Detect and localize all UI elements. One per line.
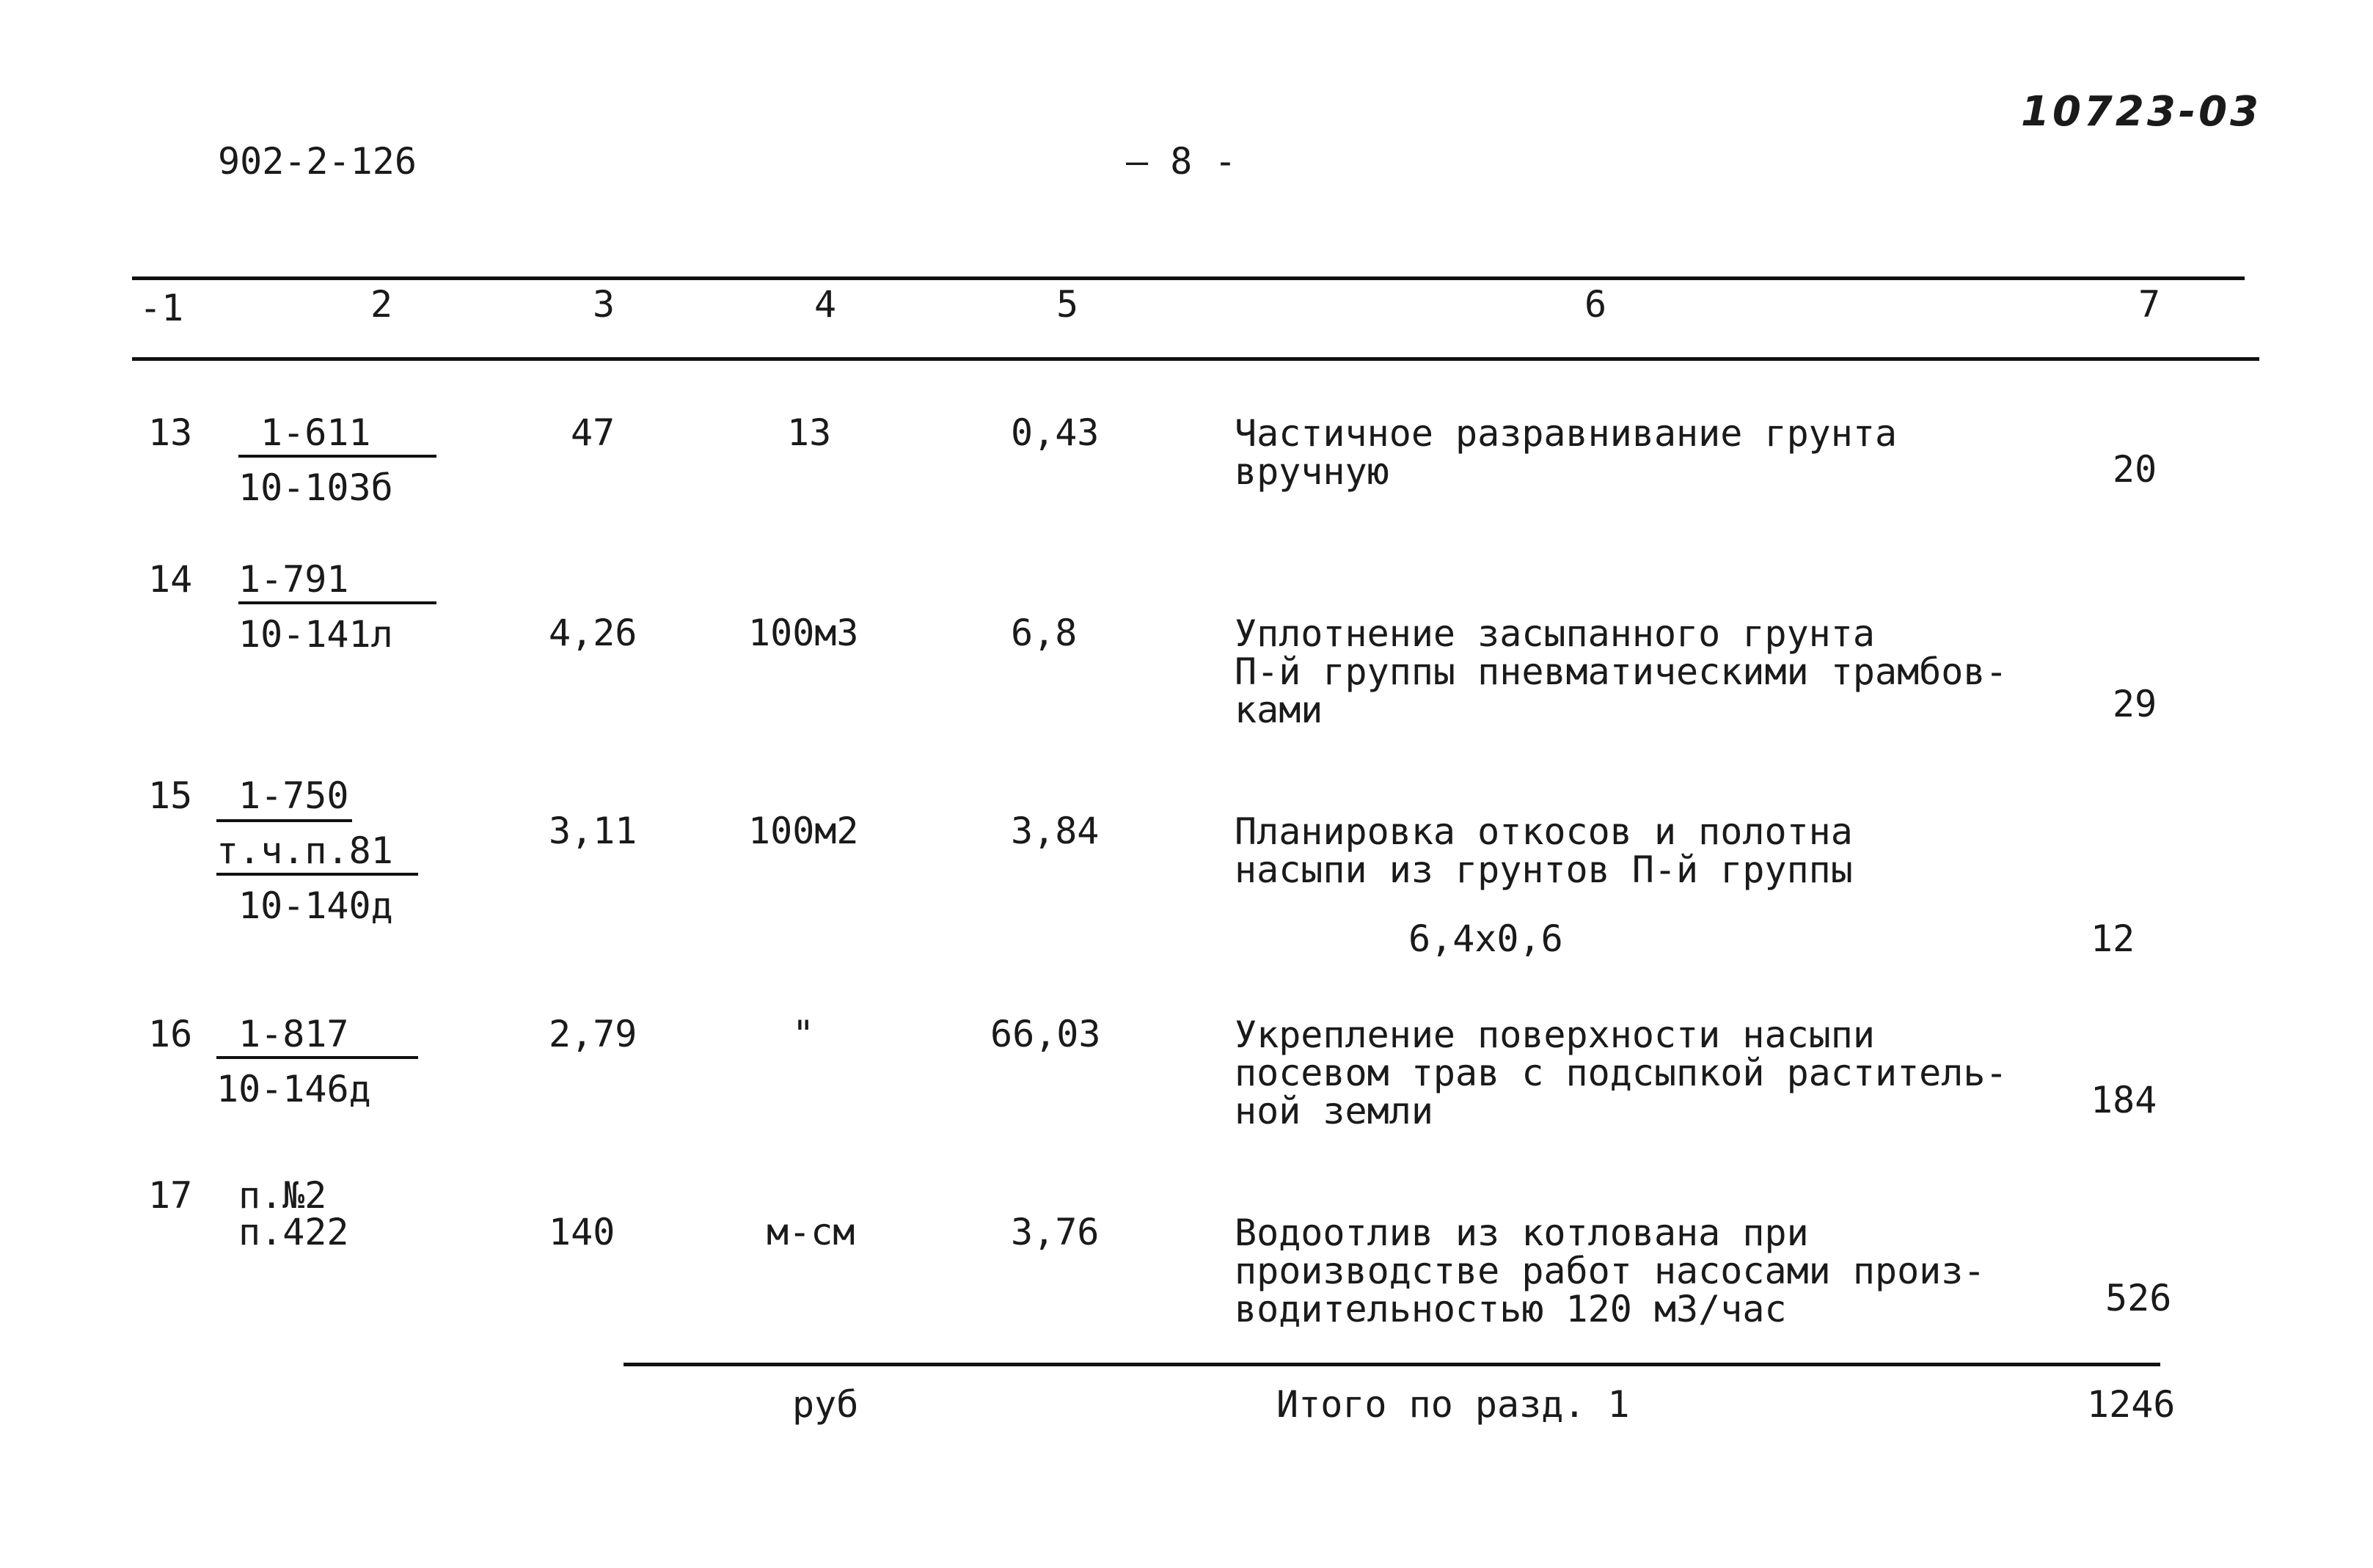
row-number: 16	[148, 1013, 193, 1055]
work-description: Водоотлив из котлована при производстве работ насосами произ- водительностью 120 м3/час	[1235, 1212, 1986, 1330]
work-description: Уплотнение засыпанного грунта П-й группы пневматическими трамбов- ками	[1235, 612, 2008, 731]
work-description: Укрепление поверхности насыпи посевом трав с подсыпкой раститель- ной земли	[1235, 1014, 2008, 1132]
work-description: Планировка откосов и полотна насыпи из грунтов П-й группы	[1235, 810, 1853, 891]
fraction-line	[216, 873, 418, 876]
row-total: 184	[2091, 1079, 2157, 1121]
column-header-4: 4	[814, 283, 837, 326]
fraction-line	[216, 819, 352, 822]
row-total: 29	[2113, 683, 2157, 725]
norm-code: 10-141л	[238, 613, 393, 656]
page-number: — 8 -	[1126, 140, 1237, 183]
archive-number-handwritten: 10723-03	[2021, 88, 2262, 136]
unit: 100м3	[748, 612, 859, 654]
column-header-5: 5	[1056, 283, 1079, 326]
row-total: 20	[2113, 448, 2157, 491]
row-number: 15	[148, 774, 193, 817]
work-description: Частичное разравнивание грунта вручную	[1235, 412, 1898, 493]
column-header-1: -1	[139, 287, 184, 329]
norm-code: 1-750	[238, 774, 349, 817]
column-header-6: 6	[1584, 283, 1607, 326]
unit-ditto-mark: "	[792, 1013, 815, 1055]
fraction-line	[216, 1056, 418, 1059]
quantity: 2,79	[549, 1013, 637, 1055]
table-top-rule	[132, 276, 2245, 280]
norm-code: 1-791	[238, 558, 349, 601]
unit: 13	[787, 411, 832, 454]
row-number: 17	[148, 1174, 193, 1217]
fraction-line	[238, 601, 436, 604]
row-number: 13	[148, 411, 193, 454]
unit-price: 3,76	[1011, 1211, 1100, 1253]
summary-label: Итого по разд. 1	[1276, 1383, 1630, 1426]
quantity: 4,26	[549, 612, 637, 654]
row-number: 14	[148, 558, 193, 601]
norm-code: 10-103б	[238, 466, 393, 509]
quantity: 140	[549, 1211, 615, 1253]
norm-code: 10-146д	[216, 1068, 371, 1110]
document-code: 902-2-126	[218, 140, 417, 183]
norm-code: п.422	[238, 1211, 349, 1253]
unit-price: 3,84	[1011, 810, 1100, 852]
norm-code: п.№2	[238, 1174, 327, 1217]
norm-code: 1-817	[238, 1013, 349, 1055]
unit-price: 6,8	[1011, 612, 1078, 654]
row-total: 526	[2105, 1277, 2172, 1319]
row-total: 12	[2091, 917, 2135, 960]
norm-code: 1-611	[260, 411, 371, 454]
table-header-rule	[132, 357, 2259, 361]
quantity: 47	[571, 411, 615, 454]
norm-code: т.ч.п.81	[216, 829, 393, 872]
summary-rule	[624, 1363, 2160, 1366]
summary-unit: руб	[792, 1383, 859, 1426]
quantity: 3,11	[549, 810, 637, 852]
unit: 100м2	[748, 810, 859, 852]
column-header-3: 3	[593, 283, 615, 326]
column-header-7: 7	[2138, 283, 2161, 326]
dimension-note: 6,4х0,6	[1408, 917, 1563, 960]
unit: м-см	[767, 1211, 855, 1253]
norm-code: 10-140д	[238, 884, 393, 927]
unit-price: 0,43	[1011, 411, 1100, 454]
column-header-2: 2	[370, 283, 393, 326]
summary-total: 1246	[2087, 1383, 2176, 1426]
fraction-line	[238, 455, 436, 458]
unit-price: 66,03	[990, 1013, 1101, 1055]
